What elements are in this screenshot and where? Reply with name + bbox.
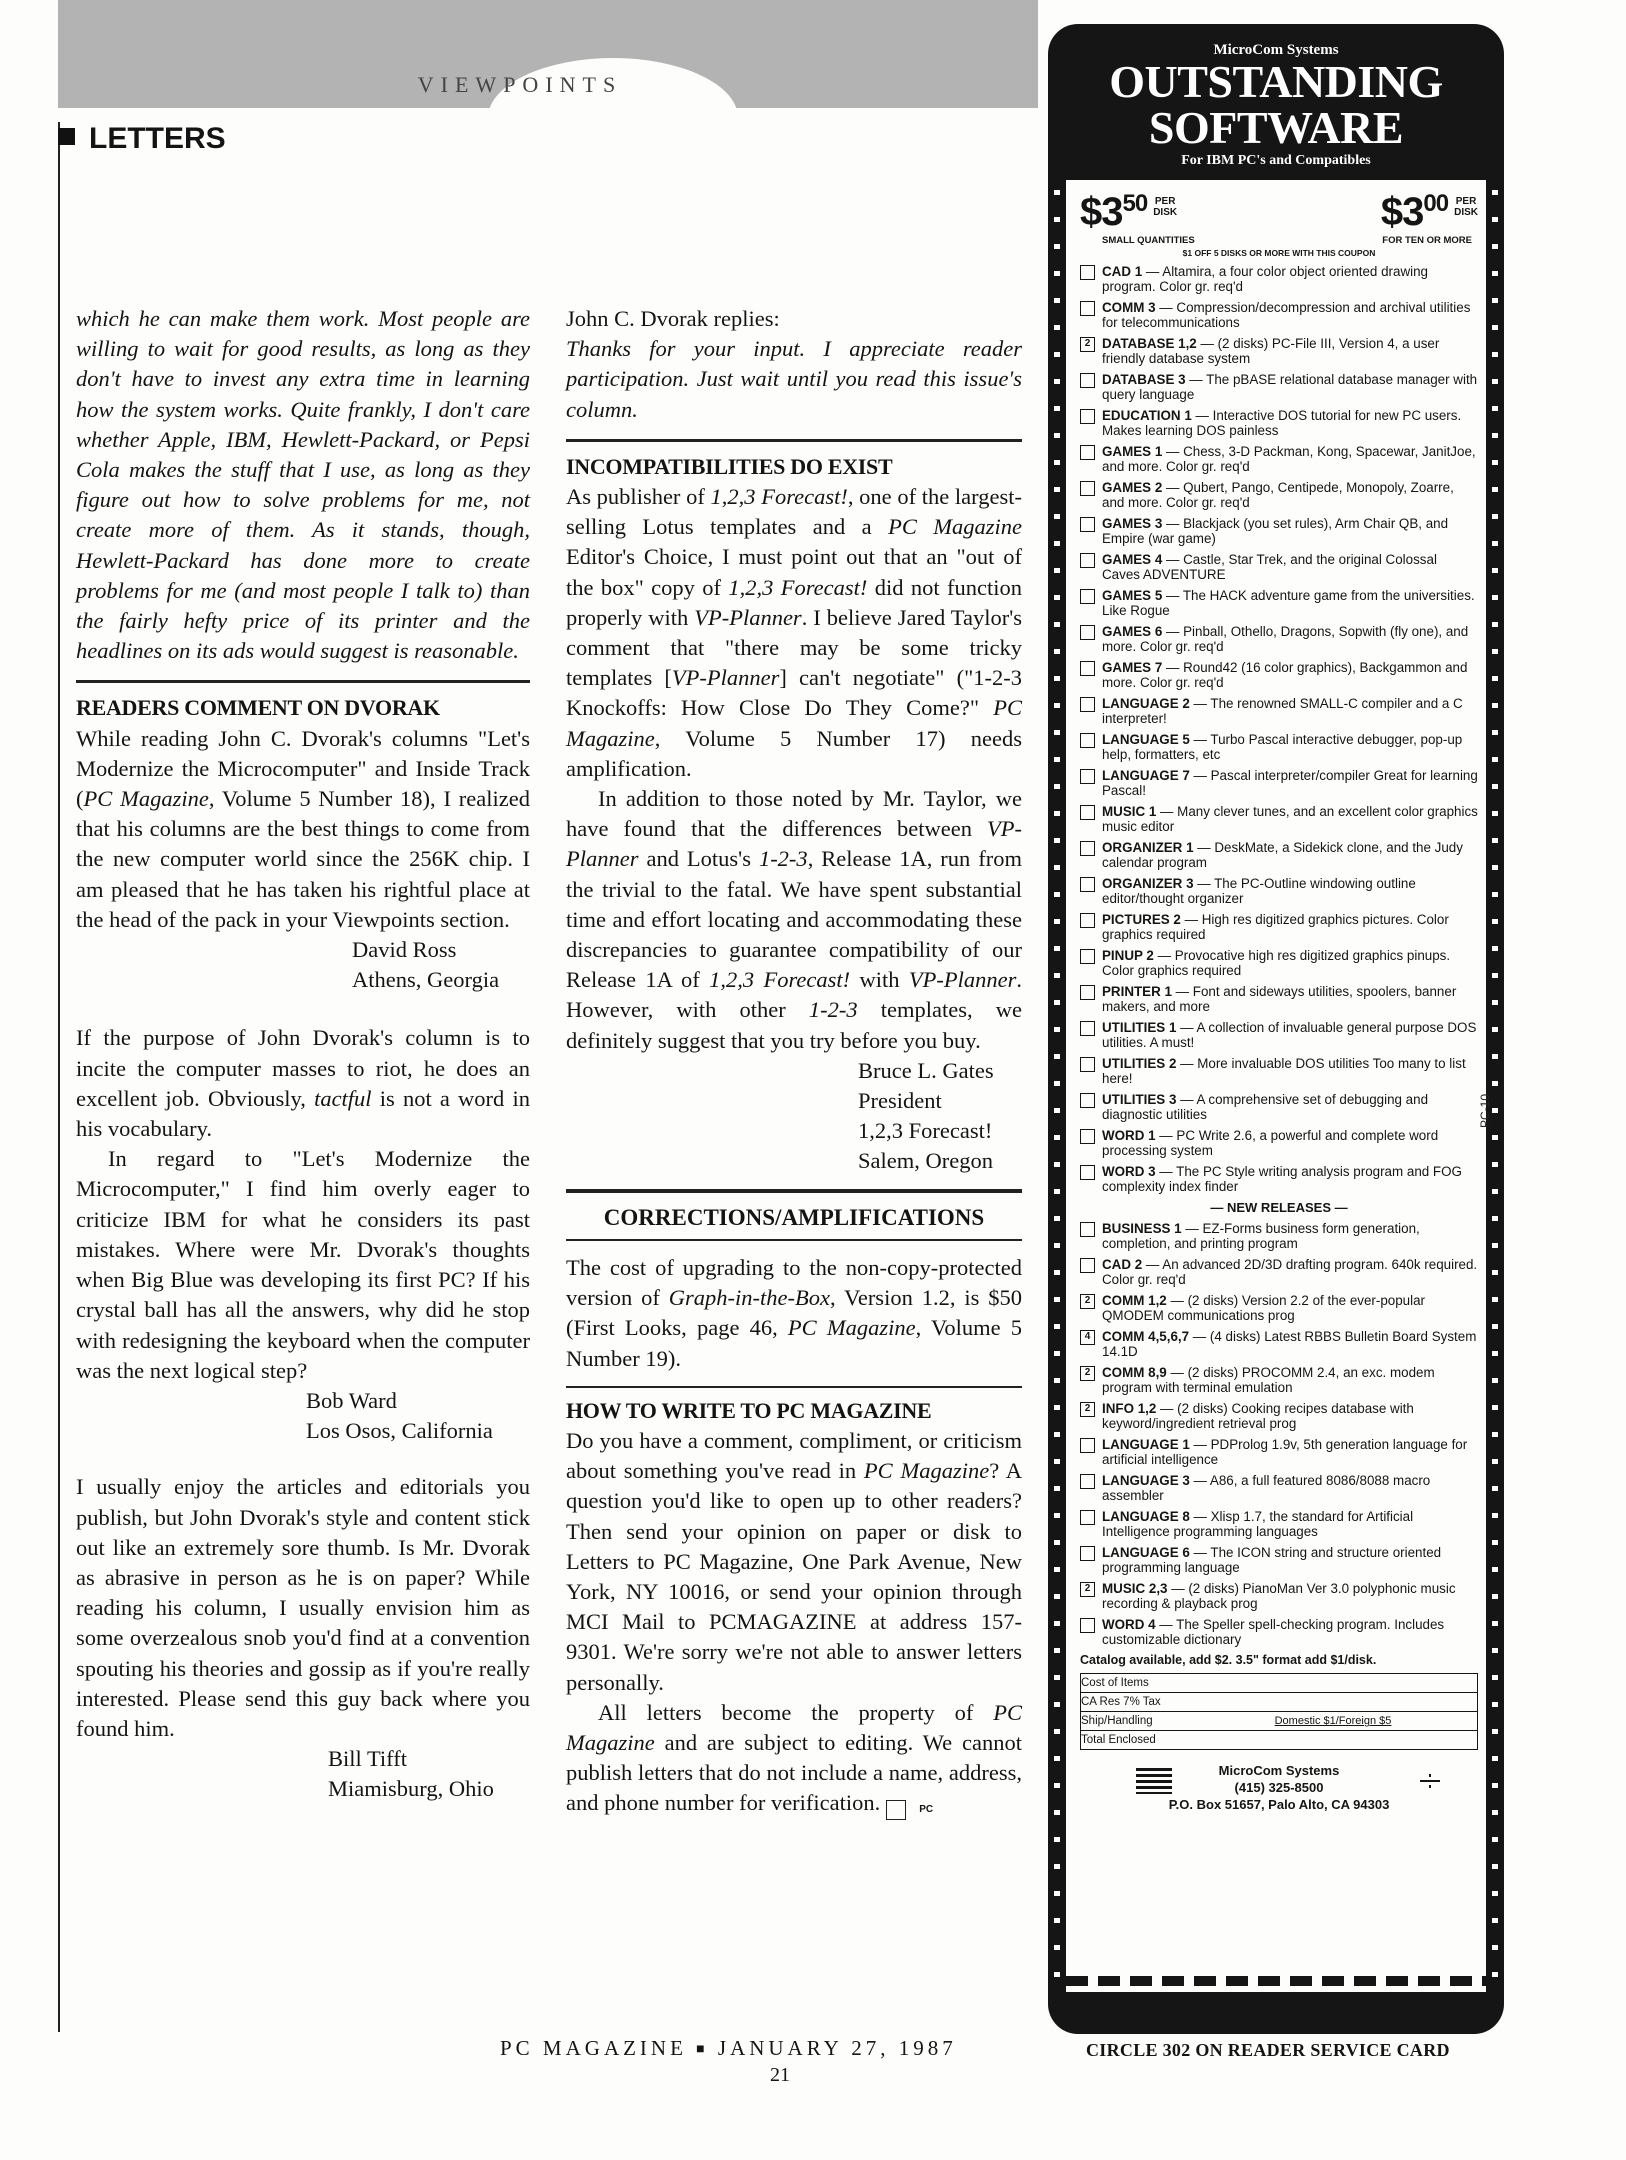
order-checkbox[interactable]	[1080, 301, 1095, 316]
product-item	[1080, 588, 1478, 618]
product-item	[1080, 552, 1478, 582]
phone-icon	[1418, 1772, 1442, 1790]
product-name: ORGANIZER 1	[1102, 840, 1194, 855]
coupon-cut-line	[1066, 1976, 1486, 1986]
order-checkbox[interactable]	[1080, 733, 1095, 748]
order-total-line[interactable]: Total Enclosed	[1081, 1734, 1156, 1747]
product-description: — The PC-Outline windowing outline editor/thought organizer	[1102, 876, 1416, 907]
product-text	[1102, 1020, 1478, 1050]
product-name: INFO 1,2	[1102, 1401, 1157, 1416]
product-text	[1102, 912, 1478, 942]
contact-name: MicroCom Systems	[1218, 1763, 1340, 1779]
product-description: — PC Write 2.6, a powerful and complete word processing system	[1102, 1128, 1439, 1159]
product-item	[1080, 444, 1478, 474]
order-checkbox[interactable]	[1080, 1021, 1095, 1036]
product-text	[1102, 1056, 1478, 1086]
product-text	[1102, 1473, 1478, 1503]
footer-date: JANUARY 27, 1987	[717, 2036, 957, 2060]
product-text	[1102, 840, 1478, 870]
product-name: LANGUAGE 3	[1102, 1473, 1190, 1488]
column-1	[76, 304, 530, 1805]
divider	[566, 439, 1022, 442]
pc-logo-icon: PC	[886, 1800, 906, 1820]
divider	[76, 680, 530, 683]
product-text	[1102, 1257, 1478, 1287]
ad-title-line-2: SOFTWARE	[1148, 102, 1404, 153]
product-description: — Turbo Pascal interactive debugger, pop-up help, formatters, etc	[1102, 732, 1463, 763]
product-item	[1080, 1617, 1478, 1647]
product-description: — DeskMate, a Sidekick clone, and the Judy calendar program	[1102, 840, 1463, 871]
order-checkbox[interactable]	[1080, 1510, 1095, 1525]
order-checkbox[interactable]: 4	[1080, 1330, 1095, 1345]
product-name: UTILITIES 3	[1102, 1092, 1177, 1107]
order-checkbox[interactable]	[1080, 1222, 1095, 1237]
product-item	[1080, 372, 1478, 402]
product-item	[1080, 624, 1478, 654]
subhead-incompatibilities: INCOMPATIBILITIES DO EXIST	[566, 453, 893, 479]
ad-subtitle: For IBM PC's and Compatibles	[1181, 153, 1371, 168]
product-description: — EZ-Forms business form generation, completion, and printing program	[1102, 1221, 1420, 1252]
contact-address: P.O. Box 51657, Palo Alto, CA 94303	[1168, 1797, 1390, 1813]
signature	[76, 1386, 530, 1446]
product-description: — The ICON string and structure oriented programming language	[1102, 1545, 1442, 1576]
order-tax-line[interactable]: CA Res 7% Tax	[1081, 1693, 1477, 1712]
subhead-readers-comment: READERS COMMENT ON DVORAK	[76, 695, 440, 721]
product-text	[1102, 768, 1478, 798]
product-description: — (4 disks) Latest RBBS Bulletin Board System 14.1D	[1102, 1329, 1477, 1360]
product-item	[1080, 1437, 1478, 1467]
product-name: COMM 3	[1102, 300, 1156, 315]
product-description: — The PC Style writing analysis program and FOG complexity index finder	[1102, 1164, 1462, 1195]
order-checkbox[interactable]: 2	[1080, 1582, 1095, 1597]
product-item	[1080, 264, 1478, 294]
footer-magazine: PC MAGAZINE	[500, 2036, 687, 2060]
product-text	[1102, 480, 1478, 510]
order-checkbox[interactable]	[1080, 913, 1095, 928]
product-name: LANGUAGE 6	[1102, 1545, 1190, 1560]
product-name: DATABASE 1,2	[1102, 336, 1197, 351]
product-name: GAMES 6	[1102, 624, 1163, 639]
order-checkbox[interactable]	[1080, 1258, 1095, 1273]
product-text	[1102, 300, 1478, 330]
signature	[76, 935, 530, 995]
product-item	[1080, 1509, 1478, 1539]
order-shipping-line[interactable]: Ship/Handling Domestic $1/Foreign $5	[1081, 1712, 1477, 1731]
microcom-logo-icon	[1136, 1768, 1172, 1794]
column-2	[566, 304, 1022, 1820]
product-text	[1102, 732, 1478, 762]
order-checkbox[interactable]: 2	[1080, 1294, 1095, 1309]
coupon-offer: $1 OFF 5 DISKS OR MORE WITH THIS COUPON	[1182, 248, 1376, 258]
product-text	[1102, 1128, 1478, 1158]
product-item	[1080, 1020, 1478, 1050]
order-checkbox[interactable]: 2	[1080, 1402, 1095, 1417]
order-checkbox[interactable]: 2	[1080, 1366, 1095, 1381]
signature-place: Athens, Georgia	[352, 967, 500, 993]
square-bullet-icon	[58, 128, 75, 145]
product-name: PICTURES 2	[1102, 912, 1181, 927]
ad-title-line-1: OUTSTANDING	[1109, 56, 1443, 107]
product-text	[1102, 1617, 1478, 1647]
product-item	[1080, 696, 1478, 726]
reader-service: CIRCLE 302 ON READER SERVICE CARD	[1086, 2040, 1450, 2060]
product-name: WORD 4	[1102, 1617, 1156, 1632]
product-text	[1102, 804, 1478, 834]
product-name: LANGUAGE 2	[1102, 696, 1190, 711]
product-description: — (2 disks) PianoMan Ver 3.0 polyphonic music recording & playback prog	[1102, 1581, 1456, 1612]
order-checkbox[interactable]	[1080, 589, 1095, 604]
product-item	[1080, 1293, 1478, 1323]
order-checkbox[interactable]	[1080, 949, 1095, 964]
product-item	[1080, 1329, 1478, 1359]
product-description: — The pBASE relational database manager with query language	[1102, 372, 1478, 403]
contact-phone: (415) 325-8500	[1234, 1780, 1324, 1796]
product-item	[1080, 516, 1478, 546]
product-item	[1080, 1545, 1478, 1575]
signature	[76, 1744, 530, 1804]
product-text	[1102, 1545, 1478, 1575]
product-name: CAD 2	[1102, 1257, 1143, 1272]
column-rule	[58, 122, 60, 2032]
new-releases-heading: — NEW RELEASES —	[1210, 1200, 1348, 1215]
catalog-note: Catalog available, add $2. 3.5" format add $1/disk.	[1080, 1653, 1377, 1668]
order-checkbox[interactable]	[1080, 1093, 1095, 1108]
order-checkbox[interactable]	[1080, 841, 1095, 856]
order-checkbox[interactable]	[1080, 697, 1095, 712]
product-text	[1102, 444, 1478, 474]
reply-label: John C. Dvorak replies:	[566, 306, 780, 331]
product-description: — Castle, Star Trek, and the original Colossal Caves ADVENTURE	[1102, 552, 1437, 583]
product-description: — The renowned SMALL-C compiler and a C interpreter!	[1102, 696, 1463, 727]
product-name: MUSIC 2,3	[1102, 1581, 1168, 1596]
order-checkbox[interactable]	[1080, 661, 1095, 676]
signature-place: Los Osos, California	[306, 1418, 493, 1444]
product-description: — Pinball, Othello, Dragons, Sopwith (fly one), and more. Color gr. req'd	[1102, 624, 1469, 655]
signature-place: Miamisburg, Ohio	[328, 1776, 494, 1802]
product-text	[1102, 948, 1478, 978]
product-name: WORD 1	[1102, 1128, 1156, 1143]
product-name: PINUP 2	[1102, 948, 1154, 963]
product-name: CAD 1	[1102, 264, 1143, 279]
advertisement	[1048, 24, 1504, 2034]
product-description: — An advanced 2D/3D drafting program. 640k required. Color gr. req'd	[1102, 1257, 1478, 1288]
divider	[566, 1386, 1022, 1388]
product-text	[1102, 372, 1478, 402]
order-totals	[1080, 1673, 1478, 1750]
product-name: WORD 3	[1102, 1164, 1156, 1179]
reply-text: Thanks for your input. I appreciate reader participation. Just wait until you read this issue's column.	[566, 336, 1022, 422]
product-description: — (2 disks) PC-File III, Version 4, a user friendly database system	[1102, 336, 1440, 367]
product-text	[1102, 984, 1478, 1014]
product-text	[1102, 1509, 1478, 1539]
product-name: LANGUAGE 7	[1102, 768, 1190, 783]
product-item	[1080, 1257, 1478, 1287]
corrections-heading: CORRECTIONS/AMPLIFICATIONS	[566, 1189, 1022, 1241]
product-name: GAMES 5	[1102, 588, 1163, 603]
order-checkbox[interactable]	[1080, 877, 1095, 892]
product-name: ORGANIZER 3	[1102, 876, 1194, 891]
product-description: — (2 disks) Cooking recipes database with keyword/ingredient retrieval prog	[1102, 1401, 1414, 1432]
product-text	[1102, 1221, 1478, 1251]
product-name: MUSIC 1	[1102, 804, 1157, 819]
product-item	[1080, 480, 1478, 510]
product-text	[1102, 408, 1478, 438]
order-checkbox[interactable]	[1080, 481, 1095, 496]
signature-name: David Ross	[352, 937, 457, 963]
order-checkbox[interactable]	[1080, 625, 1095, 640]
product-text	[1102, 552, 1478, 582]
order-checkbox[interactable]	[1080, 985, 1095, 1000]
product-item	[1080, 768, 1478, 798]
product-description: — Interactive DOS tutorial for new PC users. Makes learning DOS painless	[1102, 408, 1462, 439]
product-text	[1102, 1164, 1478, 1194]
product-description: — A collection of invaluable general purpose DOS utilities. A must!	[1102, 1020, 1477, 1051]
product-item	[1080, 336, 1478, 366]
signature-title: President	[858, 1088, 942, 1114]
side-code: PC-10	[1478, 1093, 1493, 1129]
product-text	[1102, 1581, 1478, 1611]
product-item	[1080, 948, 1478, 978]
product-name: GAMES 2	[1102, 480, 1163, 495]
product-name: LANGUAGE 1	[1102, 1437, 1190, 1452]
product-item	[1080, 1164, 1478, 1194]
order-checkbox[interactable]	[1080, 1057, 1095, 1072]
product-description: — Provocative high res digitized graphics pinups. Color graphics required	[1102, 948, 1451, 979]
page-number: 21	[770, 2064, 790, 2086]
product-description: — Many clever tunes, and an excellent color graphics music editor	[1102, 804, 1478, 835]
product-text	[1102, 588, 1478, 618]
order-checkbox[interactable]	[1080, 1546, 1095, 1561]
product-item	[1080, 804, 1478, 834]
order-checkbox[interactable]	[1080, 373, 1095, 388]
product-description: — (2 disks) Version 2.2 of the ever-popular QMODEM communications prog	[1102, 1293, 1426, 1324]
order-checkbox[interactable]	[1080, 1165, 1095, 1180]
coupon-edge	[1492, 190, 1498, 1980]
product-text	[1102, 1092, 1478, 1122]
order-checkbox[interactable]	[1080, 1129, 1095, 1144]
product-name: COMM 4,5,6,7	[1102, 1329, 1190, 1344]
product-name: UTILITIES 2	[1102, 1056, 1177, 1071]
order-checkbox[interactable]	[1080, 409, 1095, 424]
product-text	[1102, 624, 1478, 654]
product-item	[1080, 912, 1478, 942]
order-checkbox[interactable]	[1080, 1618, 1095, 1633]
price-row	[1080, 190, 1478, 235]
product-description: — A comprehensive set of debugging and diagnostic utilities	[1102, 1092, 1429, 1123]
order-checkbox[interactable]	[1080, 553, 1095, 568]
product-name: UTILITIES 1	[1102, 1020, 1177, 1035]
product-name: LANGUAGE 8	[1102, 1509, 1190, 1524]
product-description: — Qubert, Pango, Centipede, Monopoly, Zoarre, and more. Color gr. req'd	[1102, 480, 1454, 511]
product-text	[1102, 1293, 1478, 1323]
order-checkbox[interactable]	[1080, 517, 1095, 532]
order-coupon	[1066, 180, 1486, 1992]
product-description: — High res digitized graphics pictures. Color graphics required	[1102, 912, 1449, 943]
order-checkbox[interactable]	[1080, 1474, 1095, 1489]
signature-name: Bob Ward	[306, 1387, 397, 1413]
letter-paragraph: As publisher of 1,2,3 Forecast!, one of the largest-selling Lotus templates and a PC Magazine Editor's Choice, I must point out that an "out of the box" copy of 1,2,3 Forecast! did not function properly with VP-Planner. I believe Jared Taylor's comment that "there may be some tricky templates [VP-Planner] can't negotiate" ("1-2-3 Knockoffs: How Close Do They Come?" PC Magazine, Volume 5 Number 17) needs amplification.	[566, 484, 1023, 781]
letters-title: LETTERS	[89, 122, 226, 155]
product-text	[1102, 1365, 1478, 1395]
letter-paragraph: While reading John C. Dvorak's columns "Let's Modernize the Microcomputer" and Inside Track (PC Magazine, Volume 5 Number 18), I realized that his columns are the best things to come from the new computer world since the 256K chip. I am pleased that he has taken his rightful place at the head of the pack in your Viewpoints section.	[76, 725, 530, 932]
product-text	[1102, 696, 1478, 726]
product-text	[1102, 1437, 1478, 1467]
product-list	[1080, 264, 1478, 1194]
letter-paragraph: In regard to "Let's Modernize the Microcomputer," I find him overly eager to criticize IBM for what he considers its past mistakes. Where were Mr. Dvorak's thoughts when Big Blue was developing its first PC? If his crystal ball has all the answers, why did he stop with redesigning the keyboard when the computer was the next logical step?	[76, 1146, 530, 1383]
signature-company: 1,2,3 Forecast!	[858, 1118, 993, 1144]
product-description: — Compression/decompression and archival utilities for telecommunications	[1102, 300, 1471, 331]
product-item	[1080, 1401, 1478, 1431]
order-checkbox[interactable]	[1080, 265, 1095, 280]
ad-header	[1048, 24, 1504, 174]
contact-block	[1080, 1762, 1478, 1813]
product-item	[1080, 300, 1478, 330]
footer: PC MAGAZINE ■ JANUARY 27, 1987	[500, 2036, 957, 2060]
product-name: PRINTER 1	[1102, 984, 1172, 999]
product-name: GAMES 7	[1102, 660, 1163, 675]
ad-company: MicroCom Systems	[1213, 42, 1339, 58]
product-description: — Xlisp 1.7, the standard for Artificial Intelligence programming languages	[1102, 1509, 1414, 1540]
product-description: — The HACK adventure game from the universities. Like Rogue	[1102, 588, 1475, 619]
new-product-list	[1080, 1221, 1478, 1647]
product-name: DATABASE 3	[1102, 372, 1186, 387]
product-description: — A86, a full featured 8086/8088 macro assembler	[1102, 1473, 1431, 1504]
product-item	[1080, 1581, 1478, 1611]
product-text	[1102, 516, 1478, 546]
product-item	[1080, 408, 1478, 438]
section-title: VIEWPOINTS	[417, 72, 623, 97]
product-description: — Altamira, a four color object oriented drawing program. Color gr. req'd	[1102, 264, 1428, 295]
product-name: GAMES 4	[1102, 552, 1163, 567]
order-checkbox[interactable]: 2	[1080, 337, 1095, 352]
product-item	[1080, 1056, 1478, 1086]
price-ten-or-more: $\$3^{00}$ PER DISK	[1380, 190, 1478, 234]
product-name: GAMES 3	[1102, 516, 1163, 531]
letter-paragraph: In addition to those noted by Mr. Taylor, we have found that the differences between VP-Planner and Lotus's 1-2-3, Release 1A, run from the trivial to the fatal. We have spent substantial time and effort locating and accommodating these discrepancies to guarantee compatibility of our Release 1A of 1,2,3 Forecast! with VP-Planner. However, with other 1-2-3 templates, we definitely suggest that you try before you buy.	[566, 786, 1022, 1053]
letter-paragraph: If the purpose of John Dvorak's column is to incite the computer masses to riot, he does an excellent job. Obviously, tactful is not a word in his vocabulary.	[76, 1025, 530, 1142]
letter-paragraph: I usually enjoy the articles and editorials you publish, but John Dvorak's style and content stick out like an extremely sore thumb. Is Mr. Dvorak as abrasive in person as he is on paper? While reading his column, I usually envision him as some overzealous snob you'd find at a convention spouting his theories and gossip as if you're really interested. Please send this guy back where you found him.	[76, 1474, 530, 1741]
product-text	[1102, 336, 1478, 366]
letter-paragraph: Do you have a comment, compliment, or criticism about something you've read in PC Magazine? A question you'd like to open up to other readers? Then send your opinion on paper or disk to Letters to PC Magazine, One Park Avenue, New York, NY 10016, or send your opinion through MCI Mail to PCMAGAZINE at address 157-9301. We're sorry we're not able to answer letters personally.	[566, 1427, 1022, 1695]
product-text	[1102, 660, 1478, 690]
order-checkbox[interactable]	[1080, 1438, 1095, 1453]
price-small-qty: $\$3^{50}$ PER DISK	[1080, 190, 1178, 234]
product-description: — Round42 (16 color graphics), Backgammon and more. Color gr. req'd	[1102, 660, 1468, 691]
product-text	[1102, 1401, 1478, 1431]
signature-name: Bruce L. Gates	[858, 1057, 994, 1083]
order-checkbox[interactable]	[1080, 769, 1095, 784]
product-item	[1080, 1365, 1478, 1395]
product-name: COMM 8,9	[1102, 1365, 1167, 1380]
product-item	[1080, 1473, 1478, 1503]
product-description: — Chess, 3-D Packman, Kong, Spacewar, JanitJoe, and more. Color gr. req'd	[1102, 444, 1476, 475]
product-description: — The Speller spell-checking program. Includes customizable dictionary	[1102, 1617, 1445, 1648]
product-description: — Pascal interpreter/compiler Great for learning Pascal!	[1102, 768, 1478, 799]
signature-name: Bill Tifft	[328, 1746, 408, 1772]
product-name: COMM 1,2	[1102, 1293, 1167, 1308]
product-name: LANGUAGE 5	[1102, 732, 1190, 747]
product-text	[1102, 1329, 1478, 1359]
page-heading	[58, 122, 226, 156]
product-description: — PDProlog 1.9v, 5th generation language for artificial intelligence	[1102, 1437, 1468, 1468]
product-text	[1102, 264, 1478, 294]
signature	[566, 1056, 1022, 1177]
quantity-labels: SMALL QUANTITIES FOR TEN OR MORE	[1102, 235, 1472, 246]
signature-place: Salem, Oregon	[858, 1148, 993, 1174]
product-description: — Font and sideways utilities, spoolers, banner makers, and more	[1102, 984, 1457, 1015]
order-checkbox[interactable]	[1080, 445, 1095, 460]
product-name: GAMES 1	[1102, 444, 1163, 459]
product-item	[1080, 1092, 1478, 1122]
product-description: — Blackjack (you set rules), Arm Chair QB, and Empire (war game)	[1102, 516, 1449, 547]
subhead-how-to-write: HOW TO WRITE TO PC MAGAZINE	[566, 1397, 932, 1423]
coupon-edge	[1054, 190, 1060, 1980]
order-checkbox[interactable]	[1080, 805, 1095, 820]
order-cost-line[interactable]: Cost of Items	[1081, 1674, 1477, 1693]
product-item	[1080, 1221, 1478, 1251]
product-text	[1102, 876, 1478, 906]
product-description: — (2 disks) PROCOMM 2.4, an exc. modem program with terminal emulation	[1102, 1365, 1435, 1396]
letter-paragraph: which he can make them work. Most people are willing to wait for good results, as long as they don't have to invest any extra time in learning how the system works. Quite frankly, I don't care whether Apple, IBM, Hewlett-Packard, or Pepsi Cola makes the stuff that I use, as long as they figure out how to solve problems for me, not create more of them. As it stands, though, Hewlett-Packard has done more to create problems for me (and most people I talk to) than the fairly hefty price of its printer and the headlines on its ads would suggest is reasonable.	[76, 306, 530, 664]
product-item	[1080, 876, 1478, 906]
product-name: BUSINESS 1	[1102, 1221, 1182, 1236]
product-item	[1080, 732, 1478, 762]
product-name: EDUCATION 1	[1102, 408, 1192, 423]
product-item	[1080, 660, 1478, 690]
product-item	[1080, 984, 1478, 1014]
product-item	[1080, 1128, 1478, 1158]
product-item	[1080, 840, 1478, 870]
corrections-text: The cost of upgrading to the non-copy-protected version of Graph-in-the-Box, Version 1.2, is $50 (First Looks, page 46, PC Magazine, Volume 5 Number 19).	[566, 1254, 1022, 1371]
product-description: — More invaluable DOS utilities Too many to list here!	[1102, 1056, 1466, 1087]
letter-paragraph: All letters become the property of PC Magazine and are subject to editing. We cannot publish letters that do not include a name, address, and phone number for verification. PC	[566, 1698, 1022, 1821]
